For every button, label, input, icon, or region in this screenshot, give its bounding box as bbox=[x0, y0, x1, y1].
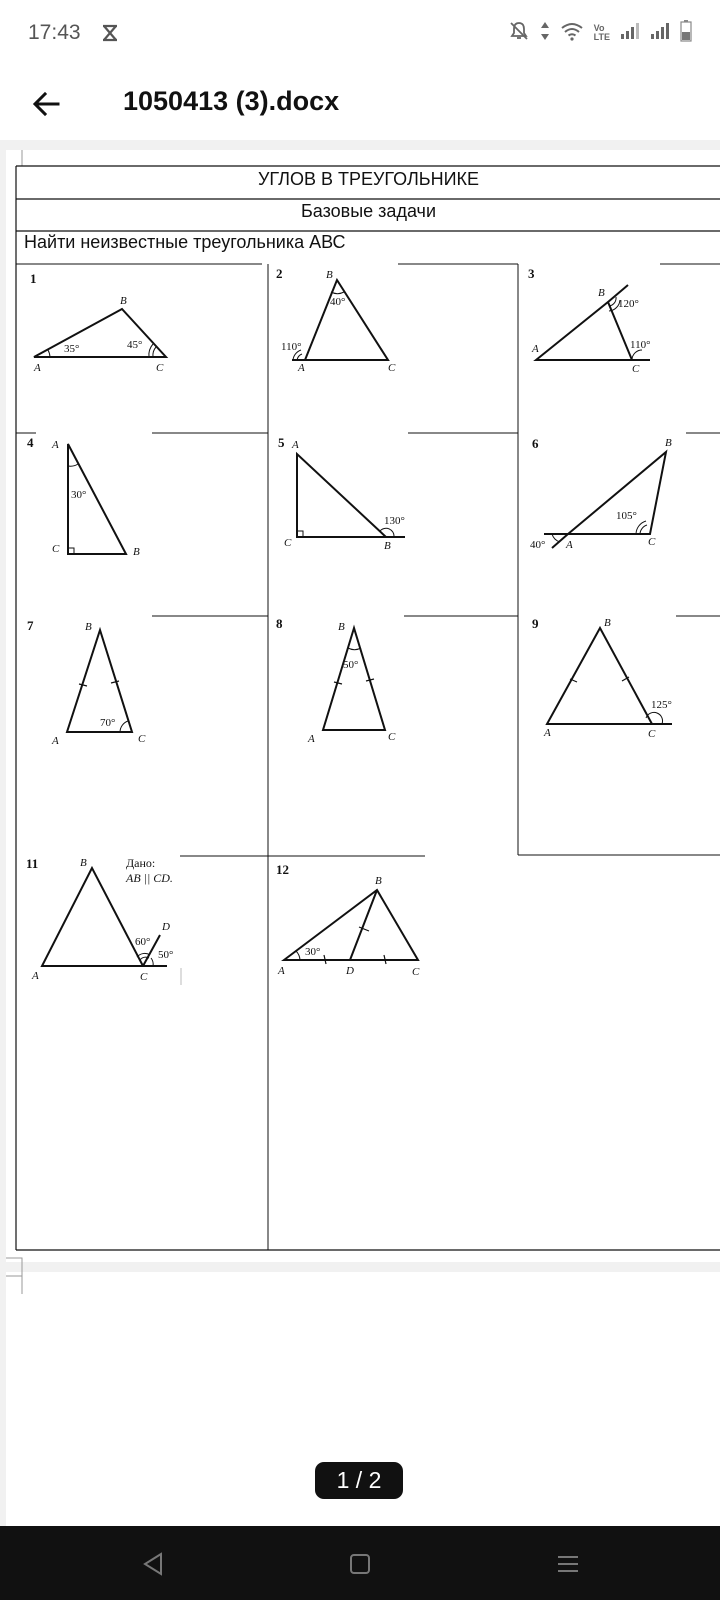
angle-label: 30° bbox=[305, 946, 321, 958]
angle-label: 70° bbox=[100, 717, 116, 729]
angle-label: 110° bbox=[630, 339, 651, 351]
vertex-label: D bbox=[162, 921, 170, 933]
vertex-label: A bbox=[52, 735, 59, 747]
vertex-label: A bbox=[566, 539, 573, 551]
vertex-label: C bbox=[388, 362, 396, 374]
menu-recents-icon bbox=[556, 1554, 580, 1574]
document-page-1 bbox=[6, 150, 720, 1262]
vertex-label: B bbox=[85, 621, 92, 633]
vertex-label: C bbox=[412, 966, 420, 978]
hourglass-icon bbox=[100, 23, 120, 48]
angle-label: 45° bbox=[127, 339, 143, 351]
document-viewer[interactable] bbox=[0, 140, 720, 1526]
angle-label: 110° bbox=[281, 341, 302, 353]
battery-icon bbox=[680, 20, 692, 47]
vertex-label: A bbox=[308, 733, 315, 745]
vertex-label: A bbox=[544, 727, 551, 739]
vertex-label: C bbox=[632, 363, 640, 375]
vertex-label: A bbox=[278, 965, 285, 977]
angle-label: 50° bbox=[343, 659, 359, 671]
given-title: Дано: bbox=[126, 856, 156, 870]
problem-number: 1 bbox=[30, 271, 37, 286]
vertex-label: B bbox=[338, 621, 345, 633]
angle-label: 130° bbox=[384, 515, 405, 527]
problem-number: 4 bbox=[27, 435, 34, 450]
problem-number: 6 bbox=[532, 436, 539, 451]
angle-label: 60° bbox=[135, 936, 151, 948]
nav-back-button[interactable] bbox=[136, 1548, 170, 1580]
vertex-label: A bbox=[298, 362, 305, 374]
vertex-label: A bbox=[52, 439, 59, 451]
vertex-label: C bbox=[138, 733, 146, 745]
angle-label: 120° bbox=[618, 298, 639, 310]
vertex-label: C bbox=[140, 971, 148, 983]
problem-number: 8 bbox=[276, 616, 283, 631]
vertex-label: B bbox=[326, 269, 333, 281]
page-indicator: 1 / 2 bbox=[315, 1462, 403, 1499]
angle-label: 40° bbox=[330, 296, 346, 308]
vertex-label: A bbox=[532, 343, 539, 355]
back-button[interactable] bbox=[26, 84, 66, 124]
task-intro: Найти неизвестные треугольника АВС bbox=[24, 232, 346, 252]
angle-label: 50° bbox=[158, 949, 174, 961]
document-title: 1050413 (3).docx bbox=[123, 86, 340, 116]
vertex-label: A bbox=[34, 362, 41, 374]
vertex-label: B bbox=[665, 437, 672, 449]
vertex-label: C bbox=[648, 728, 656, 740]
vertex-label: B bbox=[375, 875, 382, 887]
square-home-icon bbox=[349, 1553, 371, 1575]
vertex-label: B bbox=[604, 617, 611, 629]
data-arrows-icon bbox=[540, 21, 550, 46]
signal-strength-icon-2 bbox=[650, 22, 670, 45]
vertex-label: B bbox=[133, 546, 140, 558]
triangle-back-icon bbox=[142, 1552, 164, 1576]
angle-label: 105° bbox=[616, 510, 637, 522]
angle-label: 40° bbox=[530, 539, 546, 551]
vertex-label: B bbox=[80, 857, 87, 869]
status-bar bbox=[0, 0, 720, 64]
problem-number: 9 bbox=[532, 616, 539, 631]
vertex-label: C bbox=[388, 731, 396, 743]
volte-icon bbox=[594, 24, 610, 42]
table-title: УГЛОВ В ТРЕУГОЛЬНИКЕ bbox=[257, 169, 480, 189]
vertex-label: D bbox=[346, 965, 354, 977]
volte-bottom-label: LTE bbox=[593, 32, 610, 42]
problem-number: 12 bbox=[276, 862, 289, 877]
vertex-label: B bbox=[120, 295, 127, 307]
signal-strength-icon-1 bbox=[620, 22, 640, 45]
arrow-left-icon bbox=[31, 89, 61, 119]
notifications-muted-icon bbox=[508, 20, 530, 47]
problem-number: 2 bbox=[276, 266, 283, 281]
nav-recents-button[interactable] bbox=[551, 1548, 585, 1580]
status-time: 17:43 bbox=[28, 21, 81, 44]
problem-number: 3 bbox=[528, 266, 535, 281]
angle-label: 30° bbox=[71, 489, 87, 501]
vertex-label: C bbox=[52, 543, 60, 555]
vertex-label: C bbox=[284, 537, 292, 549]
vertex-label: A bbox=[292, 439, 299, 451]
nav-home-button[interactable] bbox=[343, 1548, 377, 1580]
table-subtitle: Базовые задачи bbox=[300, 201, 436, 221]
vertex-label: A bbox=[32, 970, 39, 982]
vertex-label: B bbox=[598, 287, 605, 299]
angle-label: 125° bbox=[651, 699, 672, 711]
volte-top-label: Vo bbox=[593, 23, 605, 33]
system-navigation-bar bbox=[0, 1526, 720, 1600]
problem-number: 11 bbox=[26, 856, 39, 871]
vertex-label: C bbox=[648, 536, 656, 548]
angle-label: 35° bbox=[64, 343, 80, 355]
vertex-label: B bbox=[384, 540, 391, 552]
wifi-icon bbox=[560, 21, 584, 46]
problem-number: 7 bbox=[27, 618, 34, 633]
app-bar bbox=[0, 64, 720, 140]
given-text: AB || CD. bbox=[126, 871, 173, 885]
problem-number: 5 bbox=[278, 435, 285, 450]
vertex-label: C bbox=[156, 362, 164, 374]
